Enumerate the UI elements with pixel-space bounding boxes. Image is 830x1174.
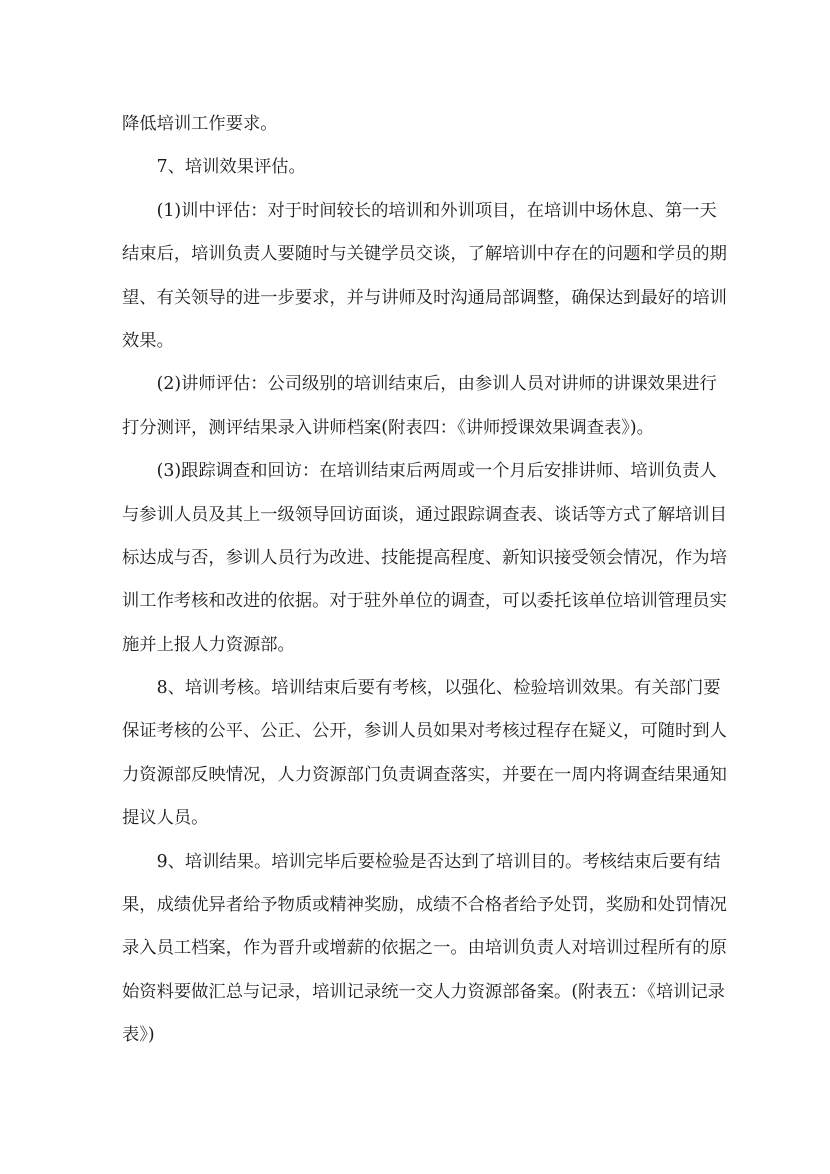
- text-line: 始资料要做汇总与记录，培训记录统一交人力资源部备案。(附表五：《培训记录: [122, 981, 725, 1002]
- text-line: 9、培训结果。培训完毕后要检验是否达到了培训目的。考核结束后要有结: [156, 851, 721, 872]
- text-line: 录入员工档案，作为晋升或增薪的依据之一。由培训负责人对培训过程所有的原: [122, 938, 727, 959]
- text-line: 结束后，培训负责人要随时与关键学员交谈，了解培训中存在的问题和学员的期: [122, 244, 727, 265]
- paragraph: [122, 190, 727, 364]
- paragraph: [122, 667, 727, 841]
- text-line: 果，成绩优异者给予物质或精神奖励，成绩不合格者给予处罚，奖励和处罚情况: [122, 895, 727, 916]
- text-line: (3)跟踪调查和回访：在培训结束后两周或一个月后安排讲师、培训负责人: [156, 461, 717, 482]
- paragraph: [122, 103, 710, 146]
- text-line: 8、培训考核。培训结束后要有考核，以强化、检验培训效果。有关部门要: [156, 678, 721, 699]
- paragraph: [122, 841, 727, 1058]
- text-line: (1)训中评估：对于时间较长的培训和外训项目，在培训中场休息、第一天: [156, 200, 717, 221]
- text-line: 施并上报人力资源部。: [122, 634, 295, 655]
- text-line: 望、有关领导的进一步要求，并与讲师及时沟通局部调整，确保达到最好的培训: [122, 287, 727, 308]
- text-line: 打分测评，测评结果录入讲师档案(附表四：《讲师授课效果调查表》)。: [122, 417, 654, 438]
- text-line: 降低培训工作要求。: [122, 114, 278, 134]
- paragraph: [122, 450, 727, 667]
- text-line: 7、培训效果评估。: [156, 157, 306, 178]
- text-line: 效果。: [122, 330, 174, 351]
- paragraph: [122, 146, 710, 189]
- document-page: [122, 103, 727, 1058]
- text-line: 保证考核的公平、公正、公开，参训人员如果对考核过程存在疑义，可随时到人: [122, 721, 727, 742]
- text-line: 训工作考核和改进的依据。对于驻外单位的调查，可以委托该单位培训管理员实: [122, 591, 727, 612]
- text-line: 表》): [122, 1025, 155, 1046]
- text-line: 与参训人员及其上一级领导回访面谈，通过跟踪调查表、谈话等方式了解培训目: [122, 504, 727, 525]
- text-line: 标达成与否，参训人员行为改进、技能提高程度、新知识接受领会情况，作为培: [122, 547, 727, 568]
- paragraph: [122, 363, 717, 450]
- text-line: 力资源部反映情况，人力资源部门负责调查落实，并要在一周内将调查结果通知: [122, 764, 727, 785]
- text-line: (2)讲师评估：公司级别的培训结束后，由参训人员对讲师的讲课效果进行: [156, 374, 717, 395]
- text-line: 提议人员。: [122, 808, 209, 829]
